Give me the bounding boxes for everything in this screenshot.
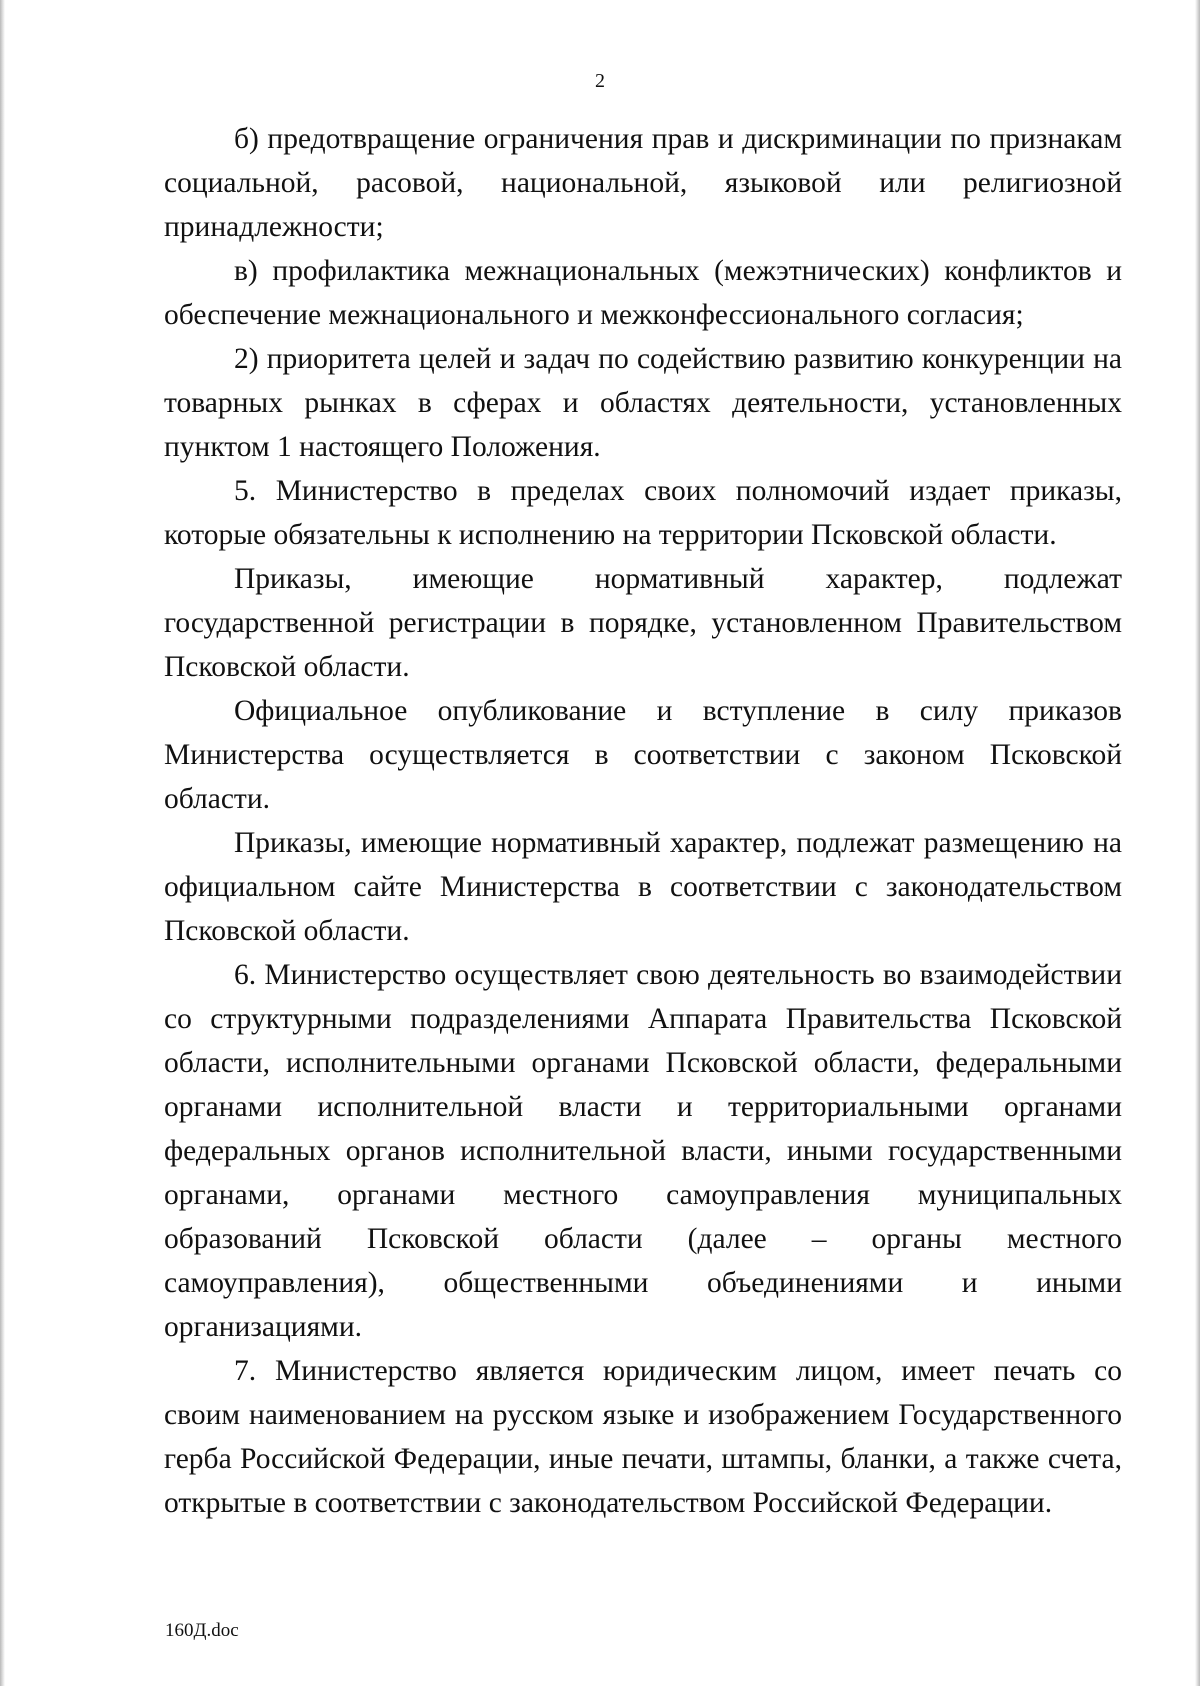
scan-edge-right — [1195, 0, 1200, 1686]
paragraph-2: 2) приоритета целей и задач по содействию развитию конкуренции на товарных рынках в сферах и областях деятельности, установленных пунктом 1 настоящего Положения. — [164, 343, 1122, 463]
paragraph-b: б) предотвращение ограничения прав и дискриминации по признакам социальной, расовой, национальной, языковой или религиозной принадлежности; — [164, 123, 1122, 243]
paragraph-7: 7. Министерство является юридическим лицом, имеет печать со своим наименованием на русском языке и изображением Государственного герба Российской Федерации, иные печати, штампы, бланки, а также счета, открытые в соответствии с законодательством Российской Федерации. — [164, 1355, 1122, 1519]
paragraph-orders-website: Приказы, имеющие нормативный характер, подлежат размещению на официальном сайте Министерства в соответствии с законодательством Псковской области. — [164, 827, 1122, 947]
paragraph-6: 6. Министерство осуществляет свою деятельность во взаимодействии со структурными подразделениями Аппарата Правительства Псковской области, исполнительными органами Псковской области, федеральными органами исполнительной власти и территориальными органами федеральных органов исполнительной власти, иными государственными органами, органами местного самоуправления муниципальных образований Псковской области (далее – органы местного самоуправления), общественными объединениями и иными организациями. — [164, 959, 1122, 1343]
footer-filename: 160Д.doc — [165, 1620, 239, 1641]
scan-edge-left — [0, 0, 5, 1686]
document-body — [164, 117, 1122, 1525]
paragraph-5: 5. Министерство в пределах своих полномочий издает приказы, которые обязательны к исполнению на территории Псковской области. — [164, 475, 1122, 551]
paragraph-orders-publication: Официальное опубликование и вступление в силу приказов Министерства осуществляется в соответствии с законом Псковской области. — [164, 695, 1122, 815]
page-number: 2 — [595, 70, 605, 92]
paragraph-orders-registration: Приказы, имеющие нормативный характер, подлежат государственной регистрации в порядке, установленном Правительством Псковской области. — [164, 563, 1122, 683]
paragraph-v: в) профилактика межнациональных (межэтнических) конфликтов и обеспечение межнационального и межконфессионального согласия; — [164, 255, 1122, 331]
